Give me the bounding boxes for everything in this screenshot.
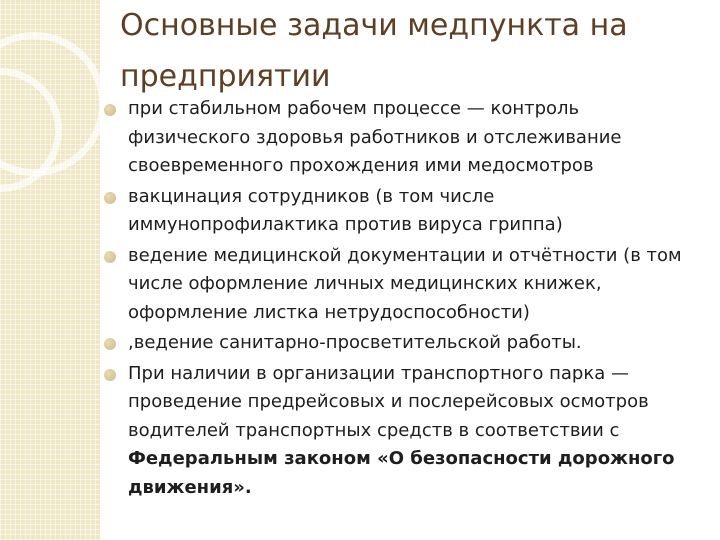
bullet-item	[104, 95, 704, 181]
bullet-dot-icon	[104, 104, 116, 116]
bullet-dot-icon	[104, 338, 116, 350]
bullet-list	[104, 95, 704, 504]
bullet-item	[104, 360, 704, 503]
bullet-text: при стабильном рабочем процессе — контроль физического здоровья работников и отслеживание своевременного прохождения ими медосмотров	[128, 98, 622, 176]
bullet-dot-icon	[104, 369, 116, 381]
decorative-side-panel	[0, 0, 100, 540]
bullet-item	[104, 183, 704, 240]
bullet-item	[104, 242, 704, 328]
bullet-bold-text: Федеральным законом «О безопасности дорожного движения».	[128, 448, 675, 498]
bullet-text: ,ведение санитарно-просветительской работы.	[128, 332, 582, 353]
bullet-item	[104, 329, 704, 358]
bullet-dot-icon	[104, 251, 116, 263]
bullet-text: ведение медицинской документации и отчётности (в том числе оформление личных медицинских книжек, оформление листка нетрудоспособности)	[128, 244, 682, 323]
bullet-text: При наличии в организации транспортного парка — проведение предрейсовых и послерейсовых осмотров водителей транспортных средств в соответствии с	[128, 362, 649, 441]
slide-title: Основные задачи медпункта на предприятии	[120, 8, 628, 94]
bullet-dot-icon	[104, 192, 116, 204]
bullet-text: вакцинация сотрудников (в том числе иммунопрофилактика против вируса гриппа)	[128, 185, 563, 235]
